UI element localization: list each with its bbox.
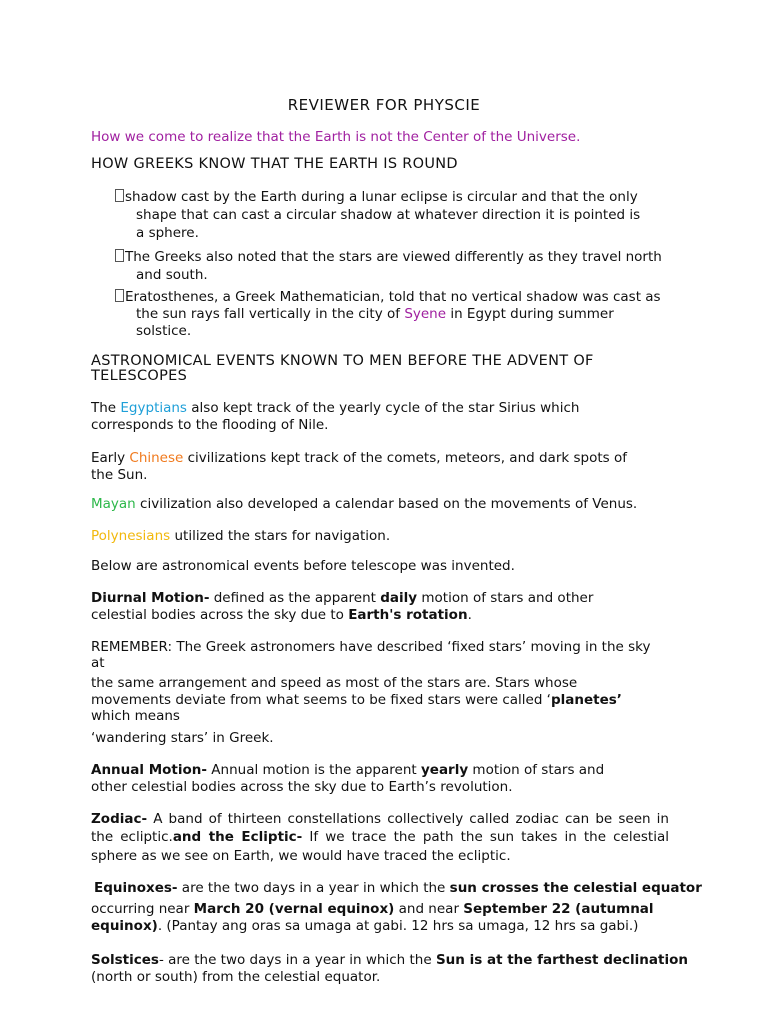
remember-line-1: REMEMBER: The Greek astronomers have described ‘fixed stars’ moving in the sky (91, 639, 651, 655)
missing-glyph-icon (115, 289, 124, 302)
astro-heading-line-2: TELESCOPES (91, 368, 188, 384)
greeks-heading: HOW GREEKS KNOW THAT THE EARTH IS ROUND (91, 156, 458, 172)
solstice-paragraph-line-2: (north or south) from the celestial equator. (91, 969, 381, 985)
ecliptic-term: and the Ecliptic- (172, 829, 303, 845)
zodiac-term: Zodiac- (91, 811, 148, 827)
annual-paragraph: Annual Motion- Annual motion is the apparent yearly motion of stars and (91, 762, 605, 778)
bullet-1-line-2: shape that can cast a circular shadow at whatever direction it is pointed is (136, 207, 641, 223)
bullet-1: shadow cast by the Earth during a lunar eclipse is circular and that the only (115, 189, 638, 206)
remember-line-4: movements deviate from what seems to be fixed stars were called ‘planetes’ (91, 692, 622, 708)
equinox-paragraph-line-2: occurring near March 20 (vernal equinox) and near September 22 (autumnal (91, 901, 654, 917)
polynesia-paragraph: Polynesians utilized the stars for navigation. (91, 528, 391, 544)
remember-line-5: which means (91, 708, 180, 724)
bullet-3: Eratosthenes, a Greek Mathematician, told that no vertical shadow was cast as (115, 289, 661, 306)
mayan-highlight: Mayan (91, 496, 136, 512)
solstice-term: Solstices (91, 952, 159, 968)
zodiac-paragraph: Zodiac- A band of thirteen constellations collectively called zodiac can be seen in (91, 811, 669, 827)
china-paragraph-line-2: the Sun. (91, 467, 148, 483)
remember-line-3: the same arrangement and speed as most of the stars are. Stars whose (91, 675, 578, 691)
below-text: Below are astronomical events before telescope was invented. (91, 558, 515, 574)
solstice-paragraph: Solstices- are the two days in a year in which the Sun is at the farthest declination (91, 952, 688, 968)
annual-paragraph-line-2: other celestial bodies across the sky due to Earth’s revolution. (91, 779, 513, 795)
equinox-paragraph-line-3: equinox). (Pantay ang oras sa umaga at gabi. 12 hrs sa umaga, 12 hrs sa gabi.) (91, 918, 639, 934)
zodiac-paragraph-line-2: the ecliptic.and the Ecliptic- If we trace the path the sun takes in the celestial (91, 829, 669, 845)
equinox-term: Equinoxes- (94, 880, 178, 896)
chinese-highlight: Chinese (129, 450, 184, 466)
remember-line-2: at (91, 655, 105, 671)
bullet-1-line-3: a sphere. (136, 225, 199, 241)
egyptians-highlight: Egyptians (120, 400, 187, 416)
astro-heading-line-1: ASTRONOMICAL EVENTS KNOWN TO MEN BEFORE THE ADVENT OF (91, 353, 594, 369)
polynesians-highlight: Polynesians (91, 528, 171, 544)
missing-glyph-icon (115, 189, 124, 202)
china-paragraph: Early Chinese civilizations kept track of the comets, meteors, and dark spots of (91, 450, 627, 466)
maya-paragraph: Mayan civilization also developed a calendar based on the movements of Venus. (91, 496, 638, 512)
syene-highlight: Syene (404, 306, 447, 322)
remember-line-6: ‘wandering stars’ in Greek. (91, 730, 274, 746)
missing-glyph-icon (115, 249, 124, 262)
egypt-paragraph-line-2: corresponds to the flooding of Nile. (91, 417, 329, 433)
bullet-3-line-2: the sun rays fall vertically in the city of Syene in Egypt during summer (136, 306, 614, 322)
bullet-2: The Greeks also noted that the stars are viewed differently as they travel north (115, 249, 662, 266)
subtitle: How we come to realize that the Earth is not the Center of the Universe. (91, 129, 581, 145)
zodiac-paragraph-line-3: sphere as we see on Earth, we would have traced the ecliptic. (91, 848, 511, 864)
planetes-term: planetes’ (550, 692, 622, 708)
annual-term: Annual Motion- (91, 762, 207, 778)
diurnal-term: Diurnal Motion- (91, 590, 210, 606)
document-title: REVIEWER FOR PHYSCIE (287, 96, 481, 114)
equinox-paragraph: Equinoxes- are the two days in a year in which the sun crosses the celestial equator (94, 880, 702, 896)
diurnal-paragraph: Diurnal Motion- defined as the apparent daily motion of stars and other (91, 590, 594, 606)
diurnal-paragraph-line-2: celestial bodies across the sky due to Earth's rotation. (91, 607, 472, 623)
bullet-2-line-2: and south. (136, 267, 208, 283)
bullet-3-line-3: solstice. (136, 323, 192, 339)
egypt-paragraph: The Egyptians also kept track of the yearly cycle of the star Sirius which (91, 400, 580, 416)
